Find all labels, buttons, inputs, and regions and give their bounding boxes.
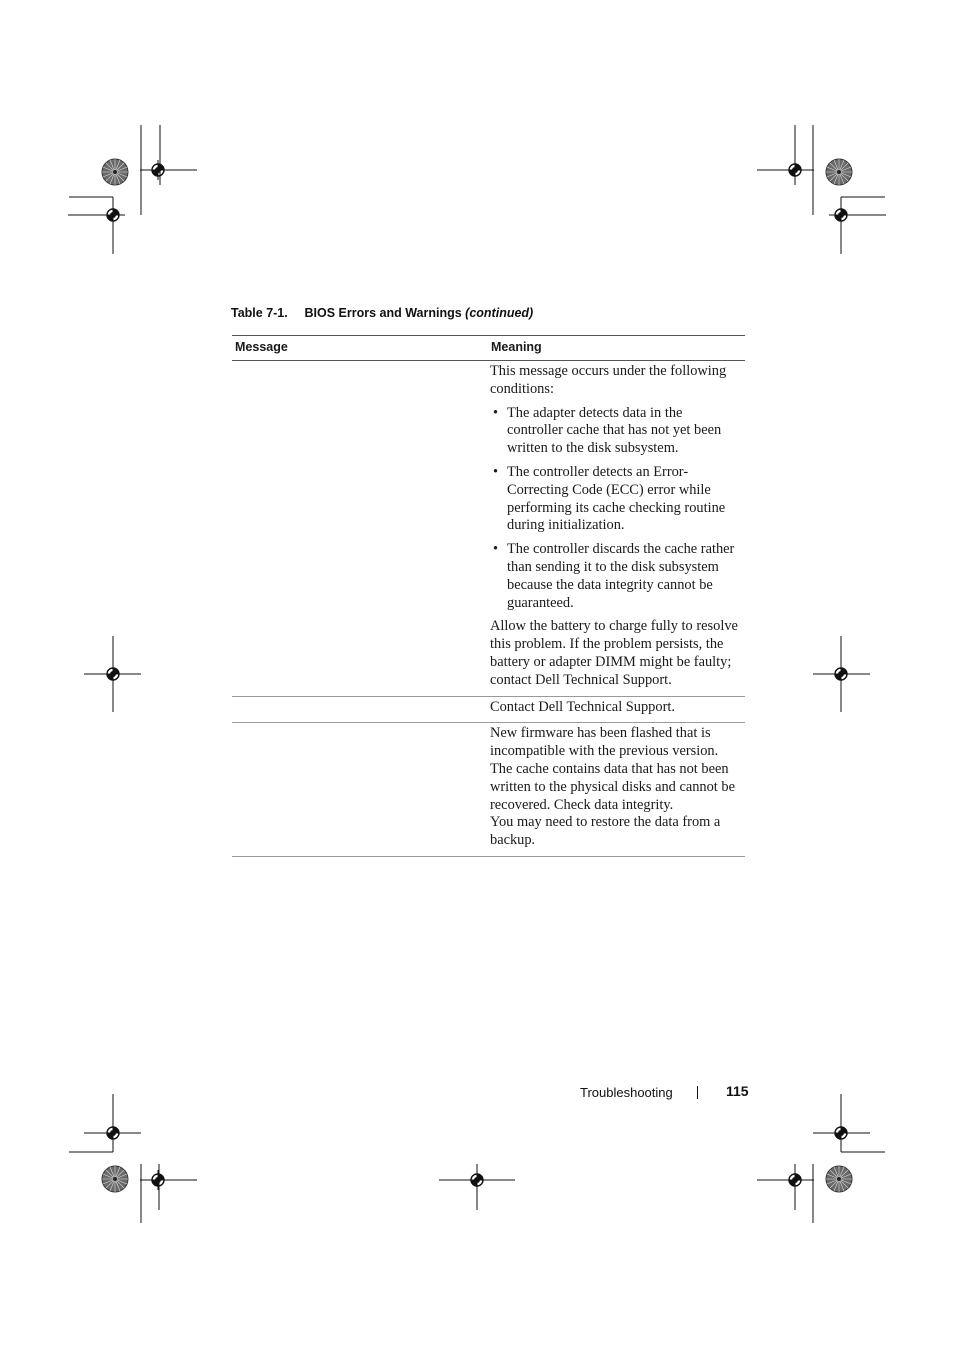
meaning-cell: New firmware has been flashed that is incompatible with the previous version. The cache contains data that has not been written to the physical disks and cannot be recovered. Check data integrity. You may need to restore the data from a backup.	[488, 723, 745, 857]
meaning-intro: This message occurs under the following conditions:	[490, 363, 727, 397]
list-item: • The adapter detects data in the controller cache that has not yet been written to the disk subsystem.	[493, 404, 722, 457]
footer-section-name: Troubleshooting	[580, 1085, 673, 1100]
bullet-icon: •	[493, 404, 499, 421]
message-cell	[232, 723, 488, 857]
table-caption-title: BIOS Errors and Warnings	[304, 306, 462, 320]
footer-divider	[697, 1086, 698, 1099]
list-item: • The controller detects an Error-Correcting Code (ECC) error while performing its cache checking routine during initialization.	[493, 463, 726, 534]
table-caption	[231, 306, 533, 320]
meaning-outro: Allow the battery to charge fully to resolve this problem. If the problem persists, the battery or adapter DIMM might be faulty; contact Dell Technical Support.	[490, 618, 738, 688]
table-row	[232, 723, 745, 857]
table-row	[232, 696, 745, 723]
bios-errors-table	[232, 335, 745, 857]
list-item: • The controller discards the cache rather than sending it to the disk subsystem because the data integrity cannot be guaranteed.	[493, 541, 735, 611]
message-cell	[232, 361, 488, 697]
table-header-row	[232, 336, 745, 361]
column-header-message: Message	[232, 336, 488, 361]
message-cell	[232, 696, 488, 723]
column-header-meaning: Meaning	[488, 336, 745, 361]
table-row	[232, 361, 745, 697]
bullet-icon: •	[493, 463, 499, 480]
bullet-icon: •	[493, 541, 499, 558]
meaning-cell	[488, 361, 745, 697]
table-caption-number: Table 7-1.	[231, 306, 288, 320]
meaning-cell: Contact Dell Technical Support.	[488, 696, 745, 723]
page-number: 115	[726, 1083, 749, 1099]
conditions-list	[490, 405, 741, 613]
table-caption-suffix: (continued)	[465, 306, 534, 320]
